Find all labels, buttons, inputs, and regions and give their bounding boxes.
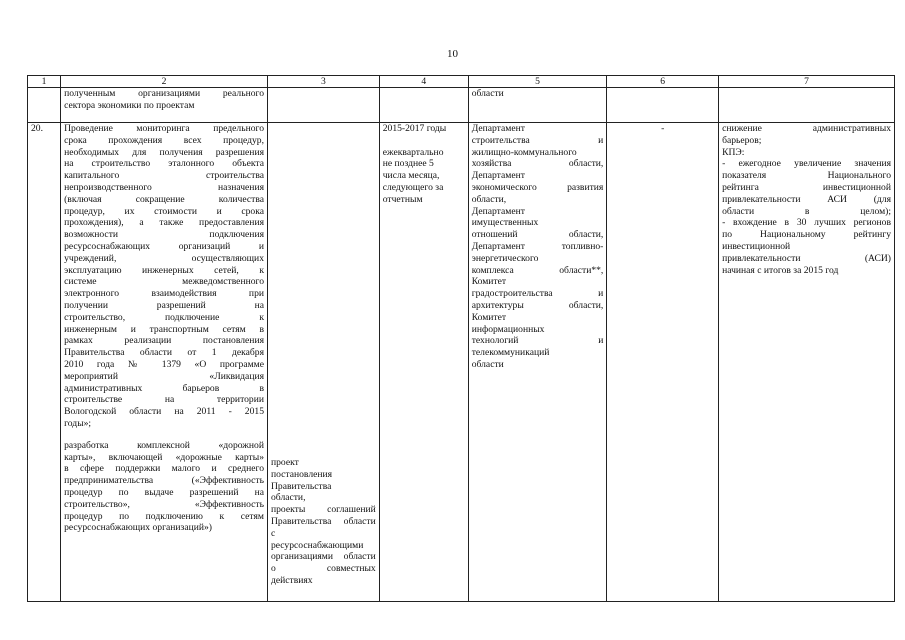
text-line: - вхождение в 30 лучших регионов <box>722 217 891 229</box>
text-line: процедур по выдаче разрешений на <box>64 486 264 498</box>
text-line: ресурсоснабжающих организаций и <box>64 240 264 252</box>
co-executors: - <box>607 123 719 602</box>
text-line: барьеров; <box>722 134 762 146</box>
text-line: инвестиционной <box>722 240 791 252</box>
text-line: Департамент <box>471 123 525 134</box>
row-number: 20. <box>28 123 61 602</box>
text-line: энергетического <box>471 252 539 264</box>
text-line: Комитет <box>471 276 507 288</box>
text-line: Комитет <box>471 311 507 323</box>
text-line: 2010 года № 1379 «О программе <box>64 358 264 370</box>
text-line: привлекательности (АСИ) <box>722 252 891 264</box>
text-line: числа месяца, <box>382 170 440 182</box>
text-line: начиная с итогов за 2015 год <box>722 264 839 276</box>
text-line: предпринимательства («Эффективность <box>64 475 264 487</box>
text-line: системе межведомственного <box>64 276 264 288</box>
roadmap-text <box>64 440 264 534</box>
text-line: Вологодской области на 2011 - 2015 <box>64 406 264 418</box>
text-line: архитектуры области, <box>471 299 604 311</box>
text-line: Правительства области от 1 декабря <box>64 347 264 359</box>
text-line: капитального строительства <box>64 170 264 182</box>
text-line: имущественных <box>471 217 539 229</box>
text-line: области, <box>271 492 306 504</box>
text-line: получении разрешений на <box>64 299 264 311</box>
col-header: 1 <box>28 76 61 88</box>
text-line: области <box>471 358 504 370</box>
text-line: прохождения), а также предоставления <box>64 217 264 229</box>
text-line: постановления <box>271 468 333 480</box>
measures-table <box>27 75 895 602</box>
text-line: процедур по подключению к сетям <box>64 510 264 522</box>
table-row-20 <box>28 123 895 602</box>
text-line: - ежегодное увеличение значения <box>722 158 891 170</box>
text-line: непроизводственного назначения <box>64 181 264 193</box>
continuation-text: полученным организациями реального сектора экономики по проектам <box>61 88 268 123</box>
text-line: инженерным и транспортным сетям в <box>64 323 264 335</box>
text-line: строительстве на территории <box>64 394 264 406</box>
text-line: на строительство эталонного объекта <box>64 158 264 170</box>
text-line: процедур, их стоимости и срока <box>64 205 264 217</box>
measure-text <box>64 123 264 430</box>
text-line: по Национальному рейтингу <box>722 229 891 241</box>
responsible-executors <box>468 123 607 602</box>
text-line: мероприятий «Ликвидация <box>64 370 264 382</box>
text-line: технологий и <box>471 335 604 347</box>
measure-description <box>61 123 268 602</box>
text-line: хозяйства области, <box>471 158 604 170</box>
text-line: КПЭ: <box>722 146 745 158</box>
text-line: строительство, подключение к <box>64 311 264 323</box>
text-line: Департамент <box>471 170 525 182</box>
text-line: 2015-2017 годы <box>382 123 447 134</box>
col-header: 6 <box>607 76 719 88</box>
deadline <box>379 123 468 602</box>
text-line: не позднее 5 <box>382 158 434 170</box>
text-line: снижение административных <box>722 123 891 134</box>
col-header: 4 <box>379 76 468 88</box>
text-line: разработка комплексной «дорожной <box>64 439 264 451</box>
text-line: с <box>271 527 276 539</box>
continuation-responsible: области <box>468 88 607 123</box>
text-line: строительства и <box>471 134 604 146</box>
text-line: следующего за <box>382 181 444 193</box>
text-line: телекоммуникаций <box>471 347 550 359</box>
col-header: 2 <box>61 76 268 88</box>
text-line: ежеквартально <box>382 146 444 158</box>
text-line: отчетным <box>382 193 423 205</box>
text-line: Правительства <box>271 480 332 492</box>
text-line: области в целом); <box>722 205 891 217</box>
text-line: эксплуатацию инженерных сетей, к <box>64 264 264 276</box>
text-line: градостроительства и <box>471 288 604 300</box>
text-line: Департамент <box>471 205 525 217</box>
text-line: необходимых для получения разрешения <box>64 146 264 158</box>
text-line: области, <box>471 193 507 205</box>
text-line: показателя Национального <box>722 170 891 182</box>
continuation-row <box>28 88 895 123</box>
text-line: действиях <box>271 574 313 586</box>
result-form <box>268 123 380 602</box>
text-line: рамках реализации постановления <box>64 335 264 347</box>
text-line: электронного взаимодействия при <box>64 288 264 300</box>
text-line: комплекса области**, <box>471 264 604 276</box>
text-line: в сфере поддержки малого и среднего <box>64 463 264 475</box>
text-line: проект <box>271 457 299 468</box>
text-line: учреждений, осуществляющих <box>64 252 264 264</box>
text-line: Проведение мониторинга предельного <box>64 123 264 134</box>
text-line: Правительства области <box>271 515 376 527</box>
text-line: экономического развития <box>471 181 604 193</box>
text-line: административных барьеров в <box>64 382 264 394</box>
text-line: организациями области <box>271 551 376 563</box>
col-header: 5 <box>468 76 607 88</box>
text-line: строительство», «Эффективность <box>64 498 264 510</box>
text-line: информационных <box>471 323 545 335</box>
column-number-row <box>28 76 895 88</box>
page-number: 10 <box>447 48 458 60</box>
text-line: карты», включающей «дорожные карты» <box>64 451 264 463</box>
text-line: годы»; <box>64 417 92 429</box>
col-header: 3 <box>268 76 380 88</box>
col-header: 7 <box>719 76 895 88</box>
text-line: срока прохождения всех процедур, <box>64 134 264 146</box>
text-line: проекты соглашений <box>271 504 376 516</box>
text-line: отношений области, <box>471 229 604 241</box>
text-line: возможности подключения <box>64 229 264 241</box>
text-line: ресурсоснабжающими <box>271 539 364 551</box>
text-line: о совместных <box>271 563 376 575</box>
text-line: жилищно-коммунального <box>471 146 577 158</box>
text-line: привлекательности АСИ (для <box>722 193 891 205</box>
text-line: (включая сокращение количества <box>64 193 264 205</box>
text-line: Департамент топливно- <box>471 240 604 252</box>
text-line: ресурсоснабжающих организаций») <box>64 522 212 534</box>
text-line: рейтинга инвестиционной <box>722 181 891 193</box>
text-line <box>383 135 465 147</box>
expected-result <box>719 123 895 602</box>
